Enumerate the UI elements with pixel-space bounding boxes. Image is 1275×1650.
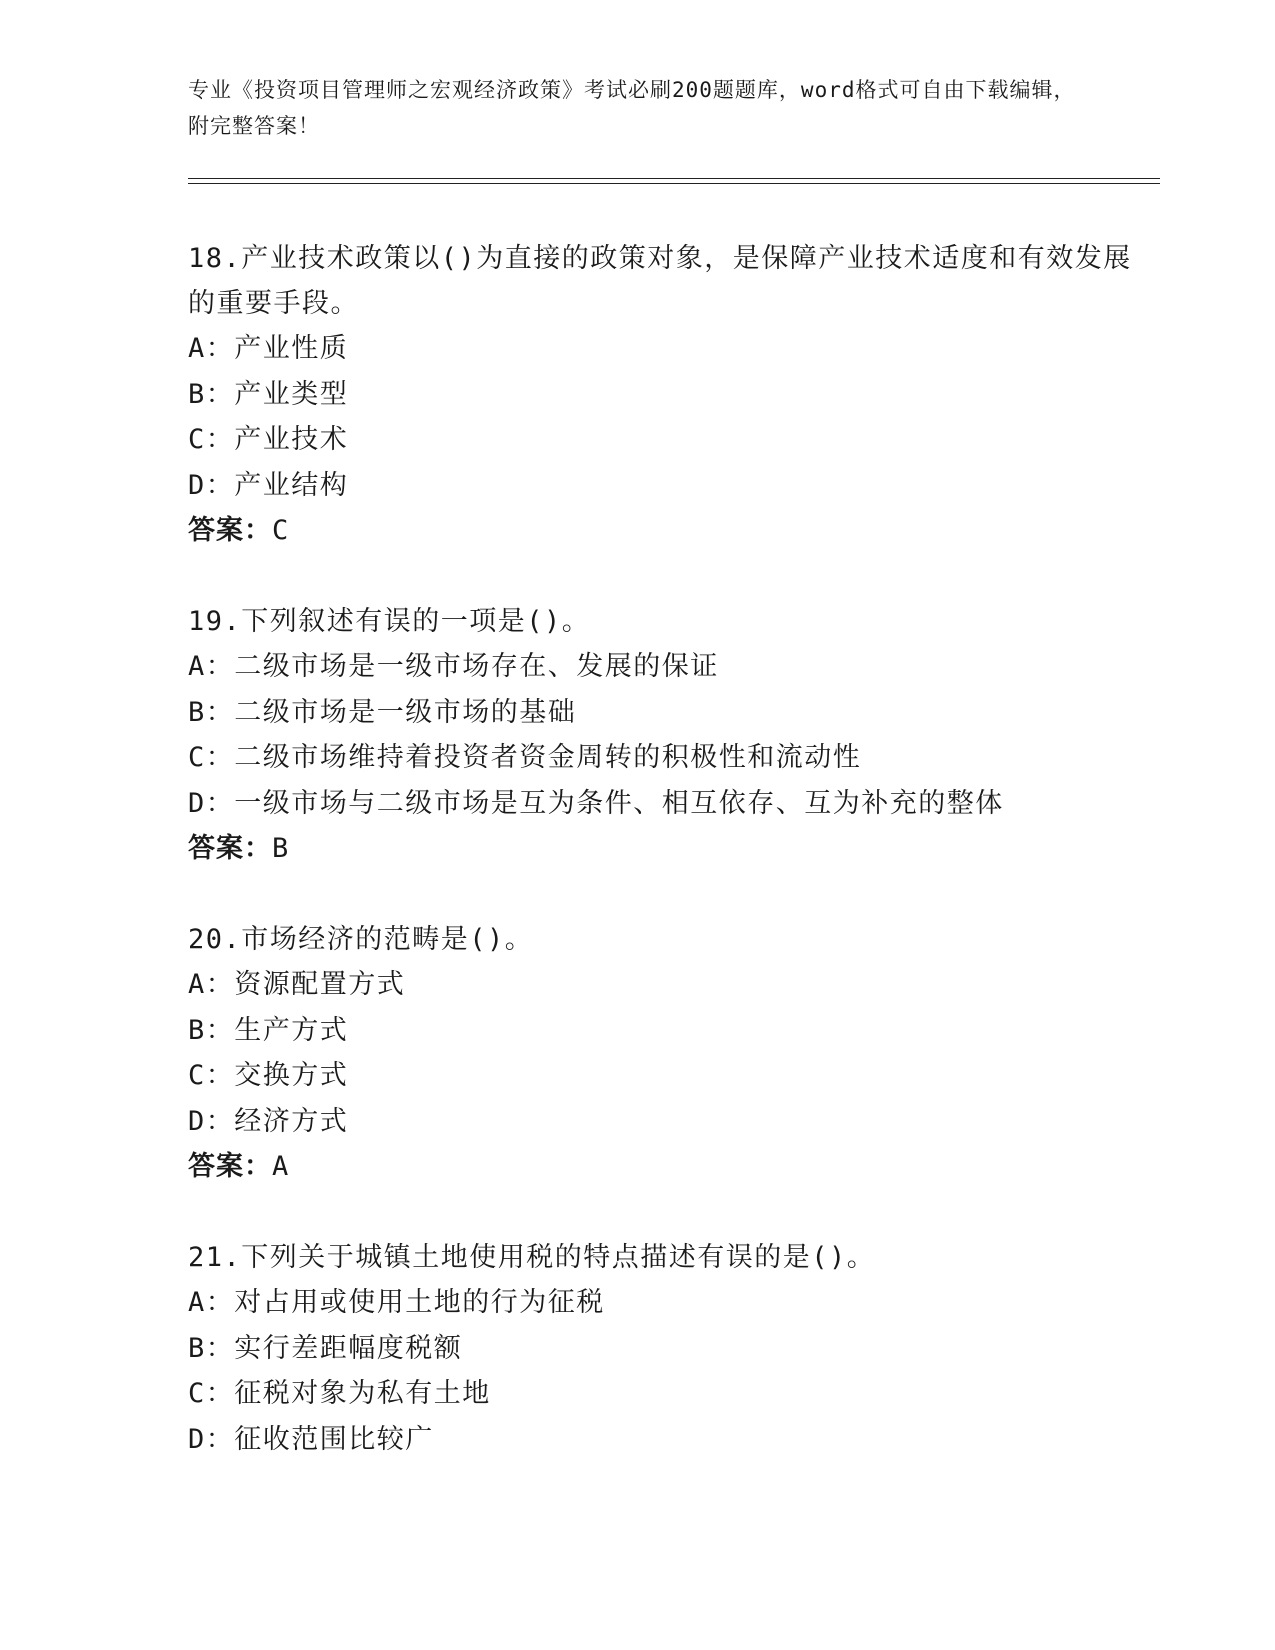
question-21 [188, 1235, 1148, 1462]
answer-value: B [272, 833, 290, 864]
option-a: A：资源配置方式 [188, 969, 406, 1000]
document-header: 专业《投资项目管理师之宏观经济政策》考试必刷200题题库，word格式可自由下载编辑，附完整答案！ [188, 78, 1076, 138]
answer [188, 508, 1148, 554]
option-c: C：交换方式 [188, 1060, 349, 1091]
question-20 [188, 917, 1148, 1190]
header-divider-top [188, 178, 1160, 179]
option-a: A：对占用或使用土地的行为征税 [188, 1287, 605, 1318]
answer-label: 答案： [188, 1151, 272, 1182]
option-a: A：产业性质 [188, 333, 349, 364]
question-stem: 19.下列叙述有误的一项是()。 [188, 606, 591, 637]
question-list [188, 236, 1148, 1507]
option-c: C：产业技术 [188, 424, 349, 455]
option-d: D：产业结构 [188, 469, 349, 501]
question-19 [188, 599, 1148, 872]
option-b: B：二级市场是一级市场的基础 [188, 696, 577, 728]
header-divider-bottom [188, 183, 1160, 184]
question-18 [188, 236, 1148, 554]
question-stem: 21.下列关于城镇土地使用税的特点描述有误的是()。 [188, 1242, 876, 1273]
answer-label: 答案： [188, 515, 272, 546]
answer-value: A [272, 1151, 290, 1182]
option-b: B：生产方式 [188, 1014, 349, 1046]
answer [188, 1144, 1148, 1190]
question-stem: 18.产业技术政策以()为直接的政策对象，是保障产业技术适度和有效发展的重要手段。 [188, 243, 1132, 319]
option-d: D：经济方式 [188, 1105, 349, 1137]
answer-value: C [272, 515, 290, 546]
question-stem: 20.市场经济的范畴是()。 [188, 924, 534, 955]
answer-label: 答案： [188, 833, 272, 864]
option-b: B：实行差距幅度税额 [188, 1332, 463, 1364]
option-d: D：一级市场与二级市场是互为条件、相互依存、互为补充的整体 [188, 787, 1004, 819]
option-c: C：征税对象为私有土地 [188, 1378, 491, 1409]
option-a: A：二级市场是一级市场存在、发展的保证 [188, 651, 719, 682]
option-d: D：征收范围比较广 [188, 1423, 434, 1455]
option-c: C：二级市场维持着投资者资金周转的积极性和流动性 [188, 742, 862, 773]
answer [188, 826, 1148, 872]
option-b: B：产业类型 [188, 378, 349, 410]
